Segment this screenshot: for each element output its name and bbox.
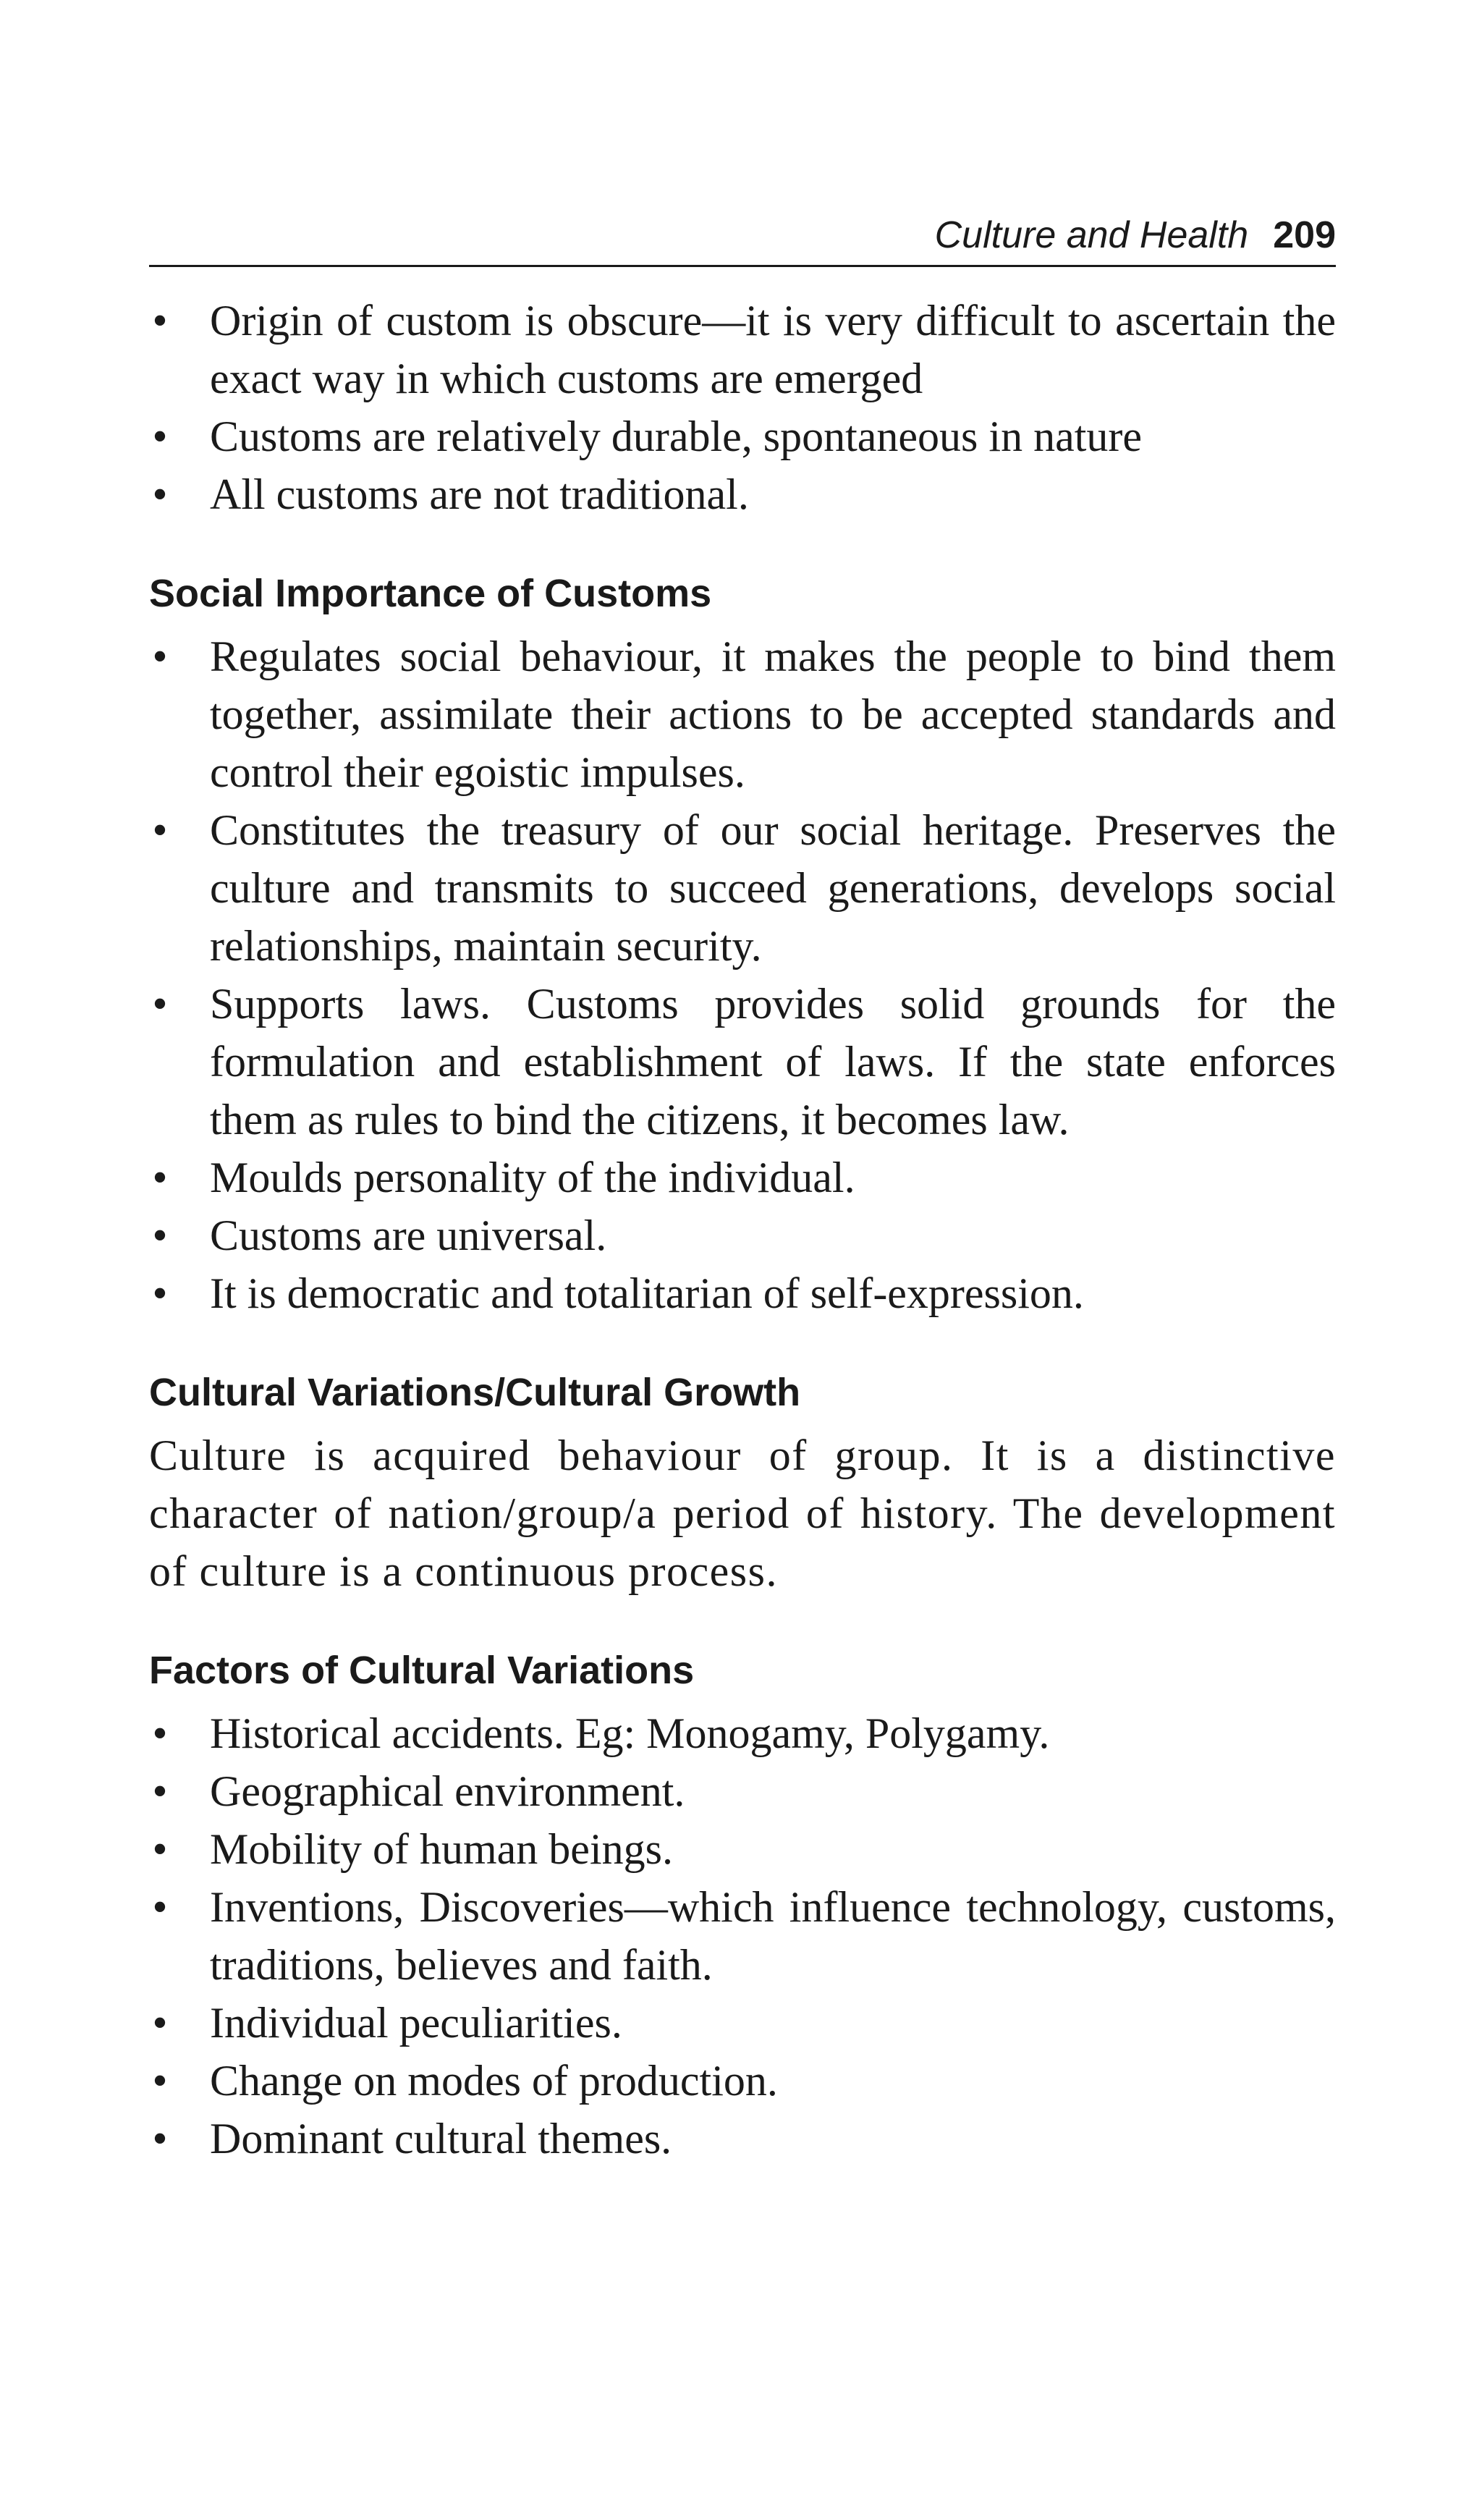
list-item [149, 1206, 1336, 1264]
page-number: 209 [1273, 214, 1336, 256]
social-importance-list [149, 627, 1336, 1322]
list-item [149, 1762, 1336, 1820]
bullet-icon: • [152, 1883, 168, 1931]
bullet-icon: • [152, 2057, 168, 2105]
list-item [149, 407, 1336, 465]
running-header [149, 210, 1336, 267]
factors-list [149, 1704, 1336, 2168]
list-item-text: Origin of custom is obscure—it is very difficult to ascertain the exact way in which customs are emerged [210, 297, 1336, 402]
intro-bullet-list [149, 292, 1336, 523]
cultural-variations-paragraph: Culture is acquired behaviour of group. It is a distinctive character of nation/group/a period of history. The development of culture is a continuous process. [149, 1432, 1336, 1595]
list-item [149, 1878, 1336, 1994]
bullet-icon: • [152, 297, 168, 344]
list-item-text: Change on modes of production. [210, 2057, 778, 2105]
chapter-title: Culture and Health [934, 214, 1249, 256]
list-item-text: Customs are relatively durable, spontaneous in nature [210, 413, 1142, 460]
list-item-text: Historical accidents. Eg: Monogamy, Polygamy. [210, 1709, 1050, 1757]
section-heading-factors: Factors of Cultural Variations [149, 1649, 695, 1692]
list-item [149, 1704, 1336, 1762]
list-item [149, 627, 1336, 801]
list-item-text: Geographical environment. [210, 1767, 685, 1815]
list-item [149, 1994, 1336, 2052]
list-item-text: Supports laws. Customs provides solid grounds for the formulation and establishment of laws. If the state enforces them as rules to bind the citizens, it becomes law. [210, 980, 1336, 1143]
list-item [149, 801, 1336, 975]
bullet-icon: • [152, 806, 168, 854]
bullet-icon: • [152, 1269, 168, 1317]
list-item [149, 975, 1336, 1149]
bullet-icon: • [152, 2115, 168, 2162]
list-item [149, 2110, 1336, 2168]
bullet-icon: • [152, 980, 168, 1028]
list-item-text: Individual peculiarities. [210, 1999, 622, 2047]
list-item-text: It is democratic and totalitarian of self-expression. [210, 1269, 1084, 1317]
book-page [149, 210, 1336, 2168]
bullet-icon: • [152, 1212, 168, 1259]
section-heading-social-importance: Social Importance of Customs [149, 572, 712, 615]
bullet-icon: • [152, 1767, 168, 1815]
list-item [149, 2052, 1336, 2110]
list-item [149, 292, 1336, 407]
list-item [149, 1149, 1336, 1206]
list-item [149, 1264, 1336, 1322]
list-item-text: Dominant cultural themes. [210, 2115, 672, 2162]
bullet-icon: • [152, 1154, 168, 1201]
list-item [149, 1820, 1336, 1878]
bullet-icon: • [152, 1709, 168, 1757]
bullet-icon: • [152, 470, 168, 518]
list-item-text: Inventions, Discoveries—which influence technology, customs, traditions, believes and faith. [210, 1883, 1336, 1989]
list-item-text: Regulates social behaviour, it makes the people to bind them together, assimilate their actions to be accepted standards and control their egoistic impulses. [210, 633, 1336, 796]
section-heading-cultural-variations: Cultural Variations/Cultural Growth [149, 1371, 801, 1414]
list-item-text: Customs are universal. [210, 1212, 607, 1259]
list-item-text: Constitutes the treasury of our social heritage. Preserves the culture and transmits to succeed generations, develops social relationships, maintain security. [210, 806, 1336, 970]
bullet-icon: • [152, 413, 168, 460]
list-item-text: Mobility of human beings. [210, 1825, 673, 1873]
bullet-icon: • [152, 633, 168, 680]
bullet-icon: • [152, 1825, 168, 1873]
list-item-text: All customs are not traditional. [210, 470, 749, 518]
bullet-icon: • [152, 1999, 168, 2047]
list-item [149, 465, 1336, 523]
list-item-text: Moulds personality of the individual. [210, 1154, 855, 1201]
